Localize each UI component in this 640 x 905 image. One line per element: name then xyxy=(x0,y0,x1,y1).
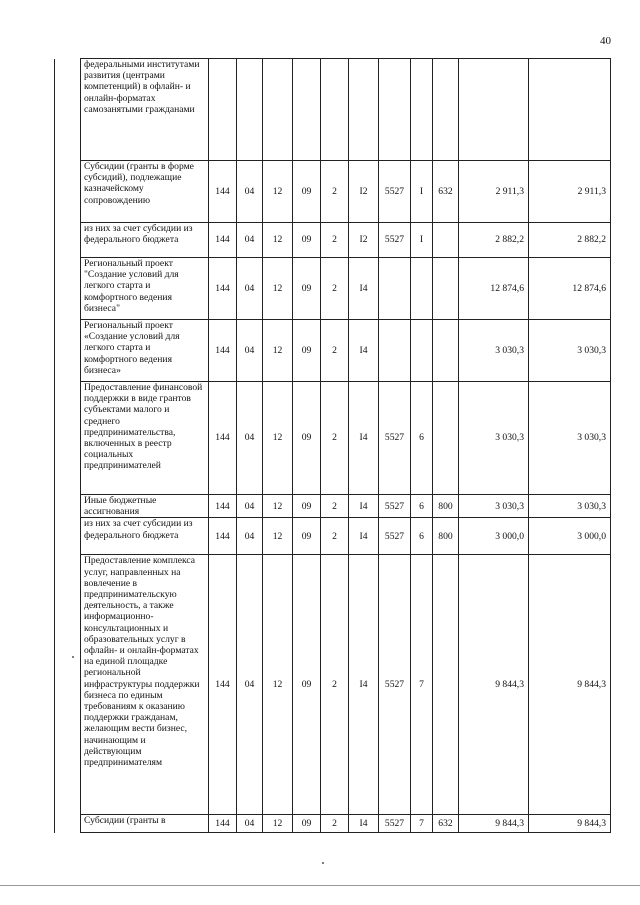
table-row xyxy=(55,382,611,495)
row-index-cell xyxy=(55,223,81,258)
row-name-cell: Субсидии (гранты в xyxy=(81,815,209,833)
cell-code xyxy=(209,59,237,161)
cell-code: 144 xyxy=(209,258,237,320)
cell-c1: 09 xyxy=(293,815,321,833)
cell-code: 144 xyxy=(209,320,237,382)
cell-sum1: 3 030,3 xyxy=(459,382,529,495)
table-row xyxy=(55,495,611,518)
cell-sum1: 2 882,2 xyxy=(459,223,529,258)
cell-sum2: 3 030,3 xyxy=(529,320,611,382)
cell-vid: 800 xyxy=(433,518,459,555)
cell-c5: 6 xyxy=(411,382,433,495)
cell-c2: 2 xyxy=(321,161,349,223)
cell-razdel: 04 xyxy=(237,555,263,815)
cell-c2: 2 xyxy=(321,555,349,815)
cell-c1: 09 xyxy=(293,223,321,258)
cell-c4: 5527 xyxy=(379,161,411,223)
cell-razdel: 04 xyxy=(237,815,263,833)
cell-sum2: 2 911,3 xyxy=(529,161,611,223)
cell-vid xyxy=(433,555,459,815)
row-index-cell xyxy=(55,518,81,555)
cell-podrazdel: 12 xyxy=(263,223,293,258)
cell-c1 xyxy=(293,59,321,161)
cell-c3: I4 xyxy=(349,320,379,382)
table-row xyxy=(55,223,611,258)
cell-c5: 7 xyxy=(411,815,433,833)
cell-c1: 09 xyxy=(293,258,321,320)
cell-c2: 2 xyxy=(321,518,349,555)
row-name-cell: из них за счет субсидии из федерального бюджета xyxy=(81,518,209,555)
cell-c4 xyxy=(379,59,411,161)
cell-c2: 2 xyxy=(321,320,349,382)
scan-speck xyxy=(72,656,74,658)
row-name-cell: Предоставление комплекса услуг, направленных на вовлечение в предпринимательскую деятельность, а также информационно-консультационных и образовательных услуг в офлайн- и онлайн-форматах на единой площадке региональной инфраструктуры поддержки бизнеса по единым требованиям к оказанию поддержки гражданам, желающим вести бизнес, начинающим и действующим предпринимателям xyxy=(81,555,209,815)
cell-razdel: 04 xyxy=(237,320,263,382)
cell-sum1: 2 911,3 xyxy=(459,161,529,223)
cell-sum2: 3 030,3 xyxy=(529,382,611,495)
cell-c3: I2 xyxy=(349,161,379,223)
cell-c5: 6 xyxy=(411,518,433,555)
cell-sum2: 3 000,0 xyxy=(529,518,611,555)
table-row xyxy=(55,555,611,815)
cell-c4: 5527 xyxy=(379,223,411,258)
row-index-cell xyxy=(55,59,81,161)
cell-vid: 800 xyxy=(433,495,459,518)
cell-c4: 5527 xyxy=(379,555,411,815)
cell-code: 144 xyxy=(209,518,237,555)
row-name-cell: Субсидии (гранты в форме субсидий), подлежащие казначейскому сопровождению xyxy=(81,161,209,223)
cell-c5: 7 xyxy=(411,555,433,815)
cell-c5: I xyxy=(411,223,433,258)
cell-sum2: 12 874,6 xyxy=(529,258,611,320)
cell-code: 144 xyxy=(209,382,237,495)
cell-vid xyxy=(433,382,459,495)
cell-c1: 09 xyxy=(293,161,321,223)
cell-c4: 5527 xyxy=(379,518,411,555)
row-index-cell xyxy=(55,320,81,382)
budget-table xyxy=(54,58,611,833)
cell-c5 xyxy=(411,59,433,161)
budget-table-body xyxy=(55,59,611,833)
cell-vid xyxy=(433,320,459,382)
cell-razdel: 04 xyxy=(237,495,263,518)
cell-c5 xyxy=(411,258,433,320)
cell-c2: 2 xyxy=(321,382,349,495)
row-index-cell xyxy=(55,161,81,223)
row-index-cell xyxy=(55,815,81,833)
table-row xyxy=(55,518,611,555)
cell-c5 xyxy=(411,320,433,382)
cell-podrazdel: 12 xyxy=(263,518,293,555)
cell-sum1: 3 030,3 xyxy=(459,320,529,382)
row-name-cell: из них за счет субсидии из федерального бюджета xyxy=(81,223,209,258)
cell-code: 144 xyxy=(209,815,237,833)
cell-sum2: 9 844,3 xyxy=(529,815,611,833)
cell-sum1: 3 030,3 xyxy=(459,495,529,518)
cell-sum1: 9 844,3 xyxy=(459,815,529,833)
cell-code: 144 xyxy=(209,161,237,223)
row-index-cell xyxy=(55,555,81,815)
row-name-cell: Иные бюджетные ассигнования xyxy=(81,495,209,518)
cell-razdel: 04 xyxy=(237,382,263,495)
cell-podrazdel: 12 xyxy=(263,555,293,815)
table-row xyxy=(55,815,611,833)
cell-c1: 09 xyxy=(293,320,321,382)
cell-c2: 2 xyxy=(321,223,349,258)
cell-c4: 5527 xyxy=(379,495,411,518)
cell-razdel: 04 xyxy=(237,518,263,555)
cell-c3 xyxy=(349,59,379,161)
cell-razdel: 04 xyxy=(237,258,263,320)
row-index-cell xyxy=(55,495,81,518)
table-row xyxy=(55,59,611,161)
cell-sum2: 3 030,3 xyxy=(529,495,611,518)
cell-podrazdel: 12 xyxy=(263,258,293,320)
cell-c3: I4 xyxy=(349,815,379,833)
cell-podrazdel: 12 xyxy=(263,815,293,833)
cell-c1: 09 xyxy=(293,518,321,555)
cell-vid: 632 xyxy=(433,161,459,223)
cell-c2: 2 xyxy=(321,258,349,320)
cell-c4: 5527 xyxy=(379,815,411,833)
cell-c3: I4 xyxy=(349,382,379,495)
scan-speck xyxy=(322,862,324,864)
cell-c2 xyxy=(321,59,349,161)
cell-sum1: 12 874,6 xyxy=(459,258,529,320)
cell-sum1 xyxy=(459,59,529,161)
cell-c3: I4 xyxy=(349,495,379,518)
cell-sum1: 9 844,3 xyxy=(459,555,529,815)
cell-c3: I4 xyxy=(349,555,379,815)
cell-vid xyxy=(433,223,459,258)
cell-podrazdel: 12 xyxy=(263,161,293,223)
row-index-cell xyxy=(55,382,81,495)
row-index-cell xyxy=(55,258,81,320)
cell-code: 144 xyxy=(209,555,237,815)
row-name-cell: федеральными институтами развития (центрами компетенций) в офлайн- и онлайн-форматах самозанятыми гражданами xyxy=(81,59,209,161)
cell-vid: 632 xyxy=(433,815,459,833)
cell-code: 144 xyxy=(209,495,237,518)
row-name-cell: Региональный проект «Создание условий для легкого старта и комфортного ведения бизнеса» xyxy=(81,320,209,382)
cell-c5: I xyxy=(411,161,433,223)
cell-razdel: 04 xyxy=(237,223,263,258)
cell-podrazdel: 12 xyxy=(263,320,293,382)
cell-vid xyxy=(433,59,459,161)
page-number: 40 xyxy=(600,35,611,47)
cell-c2: 2 xyxy=(321,815,349,833)
cell-c4 xyxy=(379,320,411,382)
cell-c3: I2 xyxy=(349,223,379,258)
row-name-cell: Региональный проект "Создание условий для легкого старта и комфортного ведения бизнеса" xyxy=(81,258,209,320)
cell-c1: 09 xyxy=(293,495,321,518)
cell-c1: 09 xyxy=(293,555,321,815)
cell-razdel: 04 xyxy=(237,161,263,223)
table-row xyxy=(55,161,611,223)
cell-code: 144 xyxy=(209,223,237,258)
cell-sum2 xyxy=(529,59,611,161)
cell-podrazdel xyxy=(263,59,293,161)
scan-edge-line xyxy=(0,885,640,886)
cell-razdel xyxy=(237,59,263,161)
cell-c3: I4 xyxy=(349,258,379,320)
cell-podrazdel: 12 xyxy=(263,382,293,495)
cell-c2: 2 xyxy=(321,495,349,518)
cell-c3: I4 xyxy=(349,518,379,555)
table-row xyxy=(55,258,611,320)
cell-c4 xyxy=(379,258,411,320)
row-name-cell: Предоставление финансовой поддержки в виде грантов субъектами малого и среднего предпринимательства, включенных в реестр социальных предпринимателей xyxy=(81,382,209,495)
cell-sum2: 2 882,2 xyxy=(529,223,611,258)
cell-sum2: 9 844,3 xyxy=(529,555,611,815)
cell-c4: 5527 xyxy=(379,382,411,495)
table-row xyxy=(55,320,611,382)
cell-vid xyxy=(433,258,459,320)
cell-c5: 6 xyxy=(411,495,433,518)
cell-podrazdel: 12 xyxy=(263,495,293,518)
cell-c1: 09 xyxy=(293,382,321,495)
cell-sum1: 3 000,0 xyxy=(459,518,529,555)
